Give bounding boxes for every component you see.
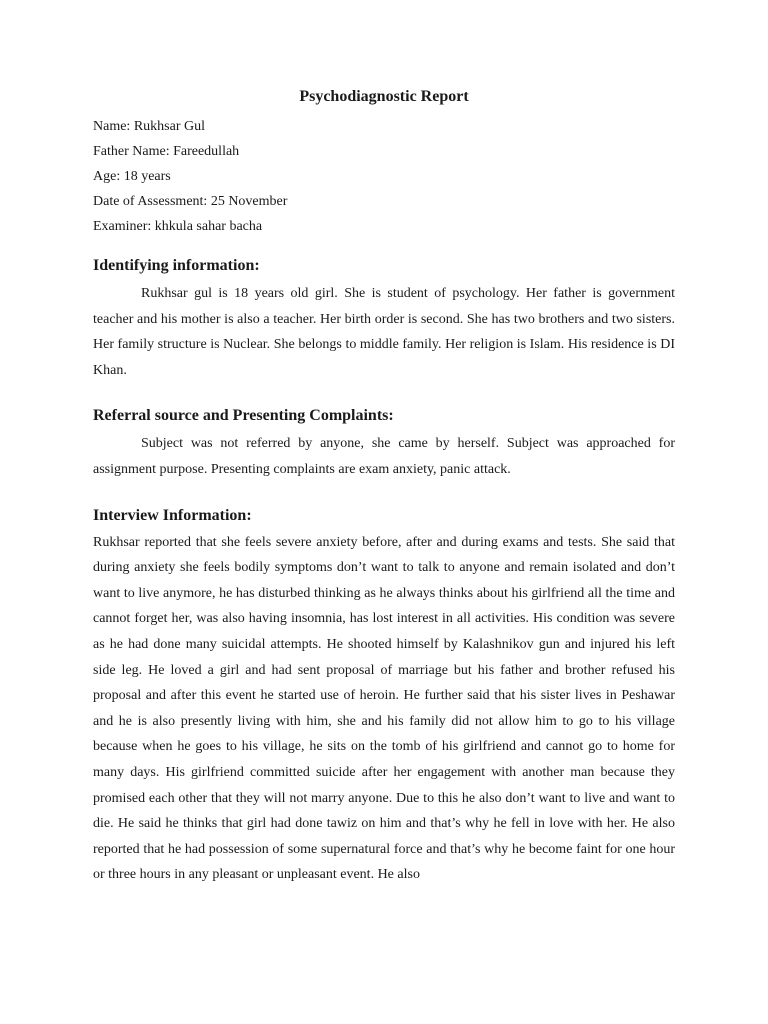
document-page: [93, 86, 675, 888]
assessment-date: Date of Assessment: 25 November: [93, 194, 288, 209]
identifying-info-body: Rukhsar gul is 18 years old girl. She is student of psychology. Her father is government teacher and his mother is also a teacher. Her birth order is second. She has two brothers and two sisters. Her family structure is Nuclear. She belongs to middle family. Her religion is Islam. His residence is DI Khan.: [93, 286, 675, 378]
report-meta: [93, 114, 675, 239]
referral-heading: Referral source and Presenting Complaints:: [93, 407, 394, 425]
interview-body: Rukhsar reported that she feels severe anxiety before, after and during exams and tests. She said that during anxiety she feels bodily symptoms don’t want to talk to anyone and remain isolated and don’t want to live anymore, he has disturbed thinking as he always thinks about his girlfriend all the time and cannot forget her, was also having insomnia, has lost interest in all activities. His condition was severe as he had done many suicidal attempts. He shooted himself by Kalashnikov gun and injured his left side leg. He loved a girl and had sent proposal of marriage but his father and brother refused his proposal and after this event he started use of heroin. He further said that his sister lives in Peshawar and he is also presently living with him, she and his family did not allow him to go to his village because when he goes to his village, he sits on the tomb of his girlfriend and cannot go to home for many days. His girlfriend committed suicide after her engagement with another man because they promised each other that they will not marry anyone. Due to this he also don’t want to live and want to die. He said he thinks that girl had done tawiz on him and that’s why he fell in love with her. He also reported that he had possession of some supernatural force and that’s why he become faint for one hour or three hours in any pleasant or unpleasant event. He also: [93, 534, 675, 883]
patient-name: Name: Rukhsar Gul: [93, 119, 205, 134]
identifying-info-heading: Identifying information:: [93, 257, 260, 274]
report-title: Psychodiagnostic Report: [299, 88, 469, 105]
referral-body: Subject was not referred by anyone, she came by herself. Subject was approached for assignment purpose. Presenting complaints are exam anxiety, panic attack.: [93, 436, 675, 477]
patient-age: Age: 18 years: [93, 169, 171, 184]
examiner-name: Examiner: khkula sahar bacha: [93, 219, 263, 234]
interview-heading: Interview Information:: [93, 506, 252, 524]
father-name: Father Name: Fareedullah: [93, 144, 240, 159]
